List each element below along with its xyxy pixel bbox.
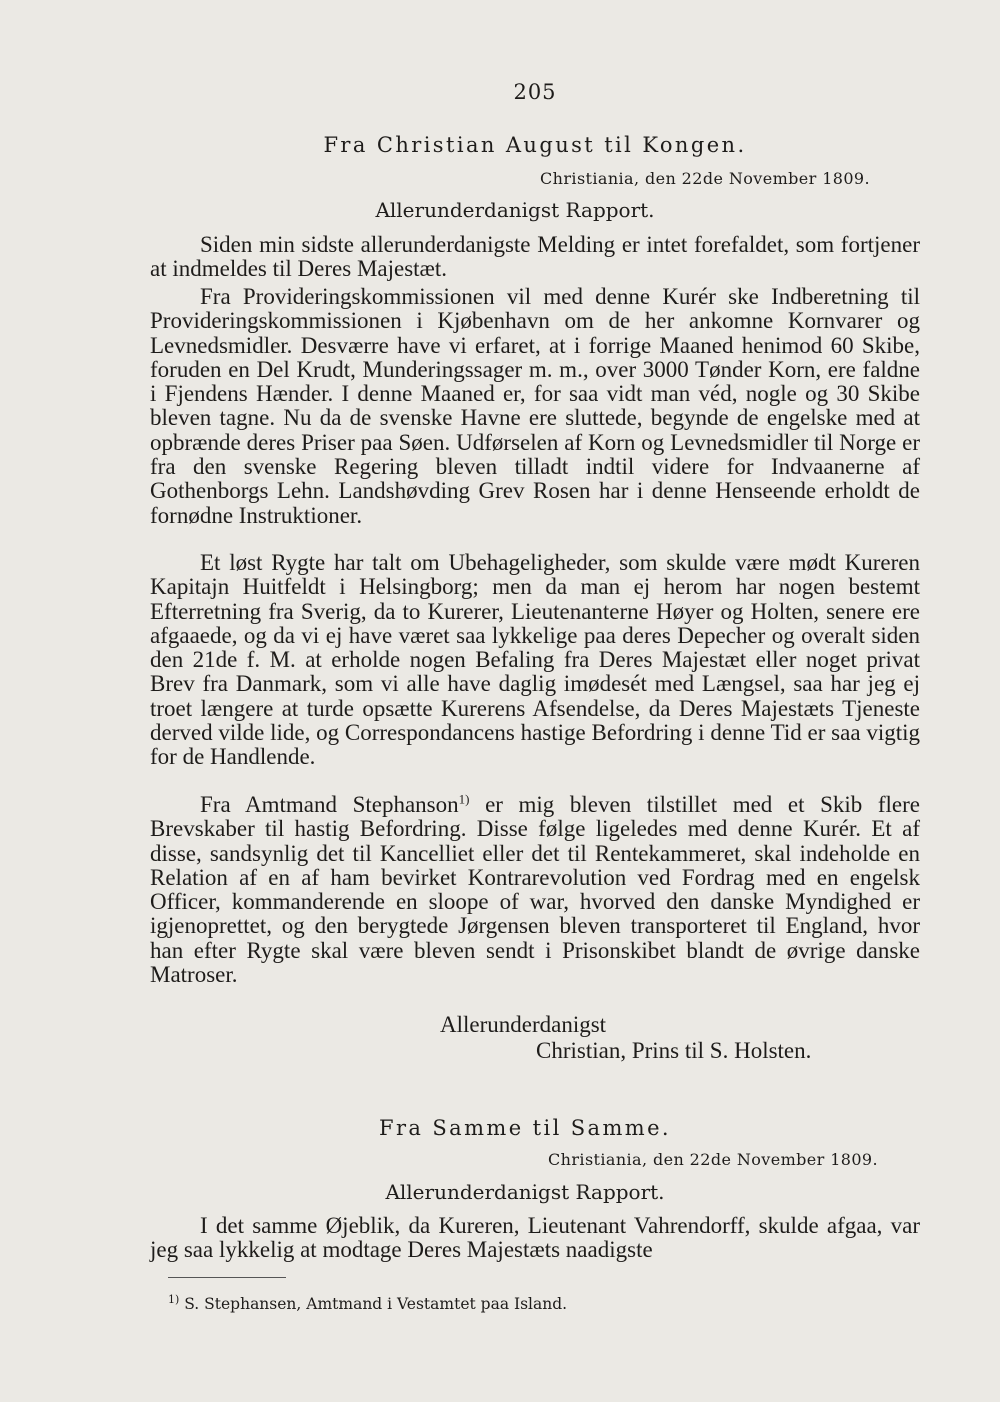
footnote-marker: 1) [168,1293,180,1306]
paragraph-5: I det samme Øjeblik, da Kureren, Lieutenant Vahrendorff, skulde afgaa, var jeg saa lykkelig at modtage Deres Majestæts naadigste [150,1213,920,1263]
salutation: Allerunderdanigst Rapport. [375,198,655,222]
letter-heading: Fra Christian August til Kongen. [323,133,747,157]
paragraph-4-rest: er mig bleven tilstillet med et Skib flere Brevskaber til hastig Befordring. Disse følge ligeledes med denne Kurér. Et af disse, sandsynlig det til Kancelliet eller det til Rentekammeret, skal indeholde en Relation af en af ham bevirket Kontrarevolution ved Fordrag med en engelsk Officer, kommanderende en sloope of war, hvorved den danske Myndighed er igjenoprettet, og den berygtede Jørgensen bleven transporteret til England, hvor han efter Rygte skal være bleven sendt i Prisonskibet blandt de øvrige danske Matroser. [150,792,920,988]
paragraph-4-start: Fra Amtmand Stephanson [200,792,459,817]
closing-formula: Allerunderdanigst [440,1012,607,1037]
footnote-reference: 1) [458,791,470,807]
paragraph-1: Siden min sidste allerunderdanigste Melding er intet forefaldet, som fortjener at indmeldes til Deres Majestæt. [150,232,920,282]
signature: Christian, Prins til S. Holsten. [536,1038,812,1063]
paragraph-3: Et løst Rygte har talt om Ubehageligheder, som skulde være mødt Kureren Kapitajn Huitfeldt i Helsingborg; men da man ej herom har nogen bestemt Efterretning fra Sverig, da to Kurerer, Lieutenanterne Høyer og Holten, senere ere afgaaede, og da vi ej have været saa lykkelige paa deres Depecher og overalt siden den 21de f. M. at erholde nogen Befaling fra Deres Majestæt eller noget privat Brev fra Danmark, som vi alle have daglig imødesét med Længsel, saa har jeg ej troet længere at turde opsætte Kurerens Afsendelse, da Deres Majestæts Tjeneste derved vilde lide, og Correspondancens hastige Befordring i denne Tid er saa vigtig for de Handlende. [150,550,920,770]
dateline: Christiania, den 22de November 1809. [540,169,870,188]
dateline-2: Christiania, den 22de November 1809. [548,1150,878,1169]
footnote-divider [168,1277,286,1278]
salutation-2: Allerunderdanigst Rapport. [385,1180,665,1204]
footnote [168,1293,567,1313]
footnote-text: S. Stephansen, Amtmand i Vestamtet paa Island. [179,1295,568,1314]
paragraph-4 [150,793,920,987]
letter-heading-2: Fra Samme til Samme. [378,1116,672,1140]
page-number: 205 [513,80,557,104]
paragraph-2: Fra Provideringskommissionen vil med denne Kurér ske Indberetning til Provideringskommissionen i Kjøbenhavn om de her ankomne Kornvarer og Levnedsmidler. Desværre have vi erfaret, at i forrige Maaned henimod 60 Skibe, foruden en Del Krudt, Munderingssager m. m., over 3000 Tønder Korn, ere faldne i Fjendens Hænder. I denne Maaned er, for saa vidt man véd, nogle og 30 Skibe bleven tagne. Nu da de svenske Havne ere sluttede, begynde de engelske med at opbrænde deres Priser paa Søen. Udførselen af Korn og Levnedsmidler til Norge er fra den svenske Regering bleven tilladt indtil videre for Indvaanerne af Gothenborgs Lehn. Landshøvding Grev Rosen har i denne Henseende erholdt de fornødne Instruktioner. [150,284,920,528]
book-page [150,0,920,1402]
